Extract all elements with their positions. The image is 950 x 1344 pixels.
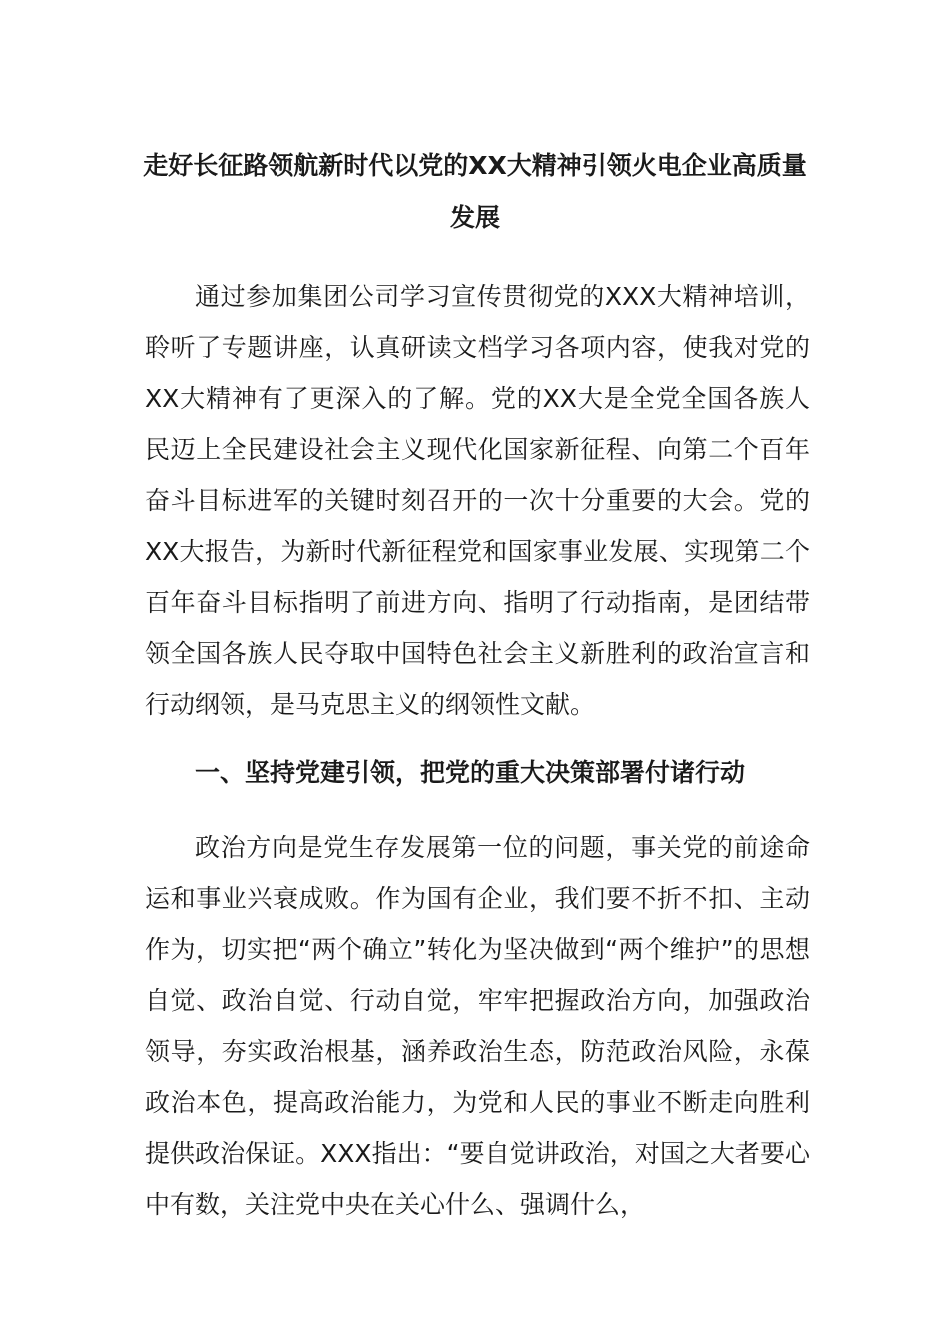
document-title: 走好长征路领航新时代以党的XX大精神引领火电企业高质量发展 (143, 151, 807, 232)
section-heading-1: 一、坚持党建引领，把党的重大决策部署付诸行动 (195, 758, 746, 787)
paragraph-intro: 通过参加集团公司学习宣传贯彻党的XXX大精神培训，聆听了专题讲座，认真研读文档学习各项内容，使我对党的XX大精神有了更深入的了解。党的XX大是全党全国各族人民迈上全民建设社会主义现代化国家新征程、向第二个百年奋斗目标进军的关键时刻召开的一次十分重要的大会。党的XX大报告，为新时代新征程党和国家事业发展、实现第二个百年奋斗目标指明了前进方向、指明了行动指南，是团结带领全国各族人民夺取中国特色社会主义新胜利的政治宣言和行动纲领，是马克思主义的纲领性文献。 (145, 282, 810, 719)
paragraph-section-1: 政治方向是党生存发展第一位的问题，事关党的前途命运和事业兴衰成败。作为国有企业，我们要不折不扣、主动作为，切实把“两个确立”转化为坚决做到“两个维护”的思想自觉、政治自觉、行动自觉，牢牢把握政治方向，加强政治领导，夯实政治根基，涵养政治生态，防范政治风险，永葆政治本色，提高政治能力，为党和人民的事业不断走向胜利提供政治保证。XXX指出：“要自觉讲政治，对国之大者要心中有数，关注党中央在关心什么、强调什么， (145, 833, 810, 1219)
